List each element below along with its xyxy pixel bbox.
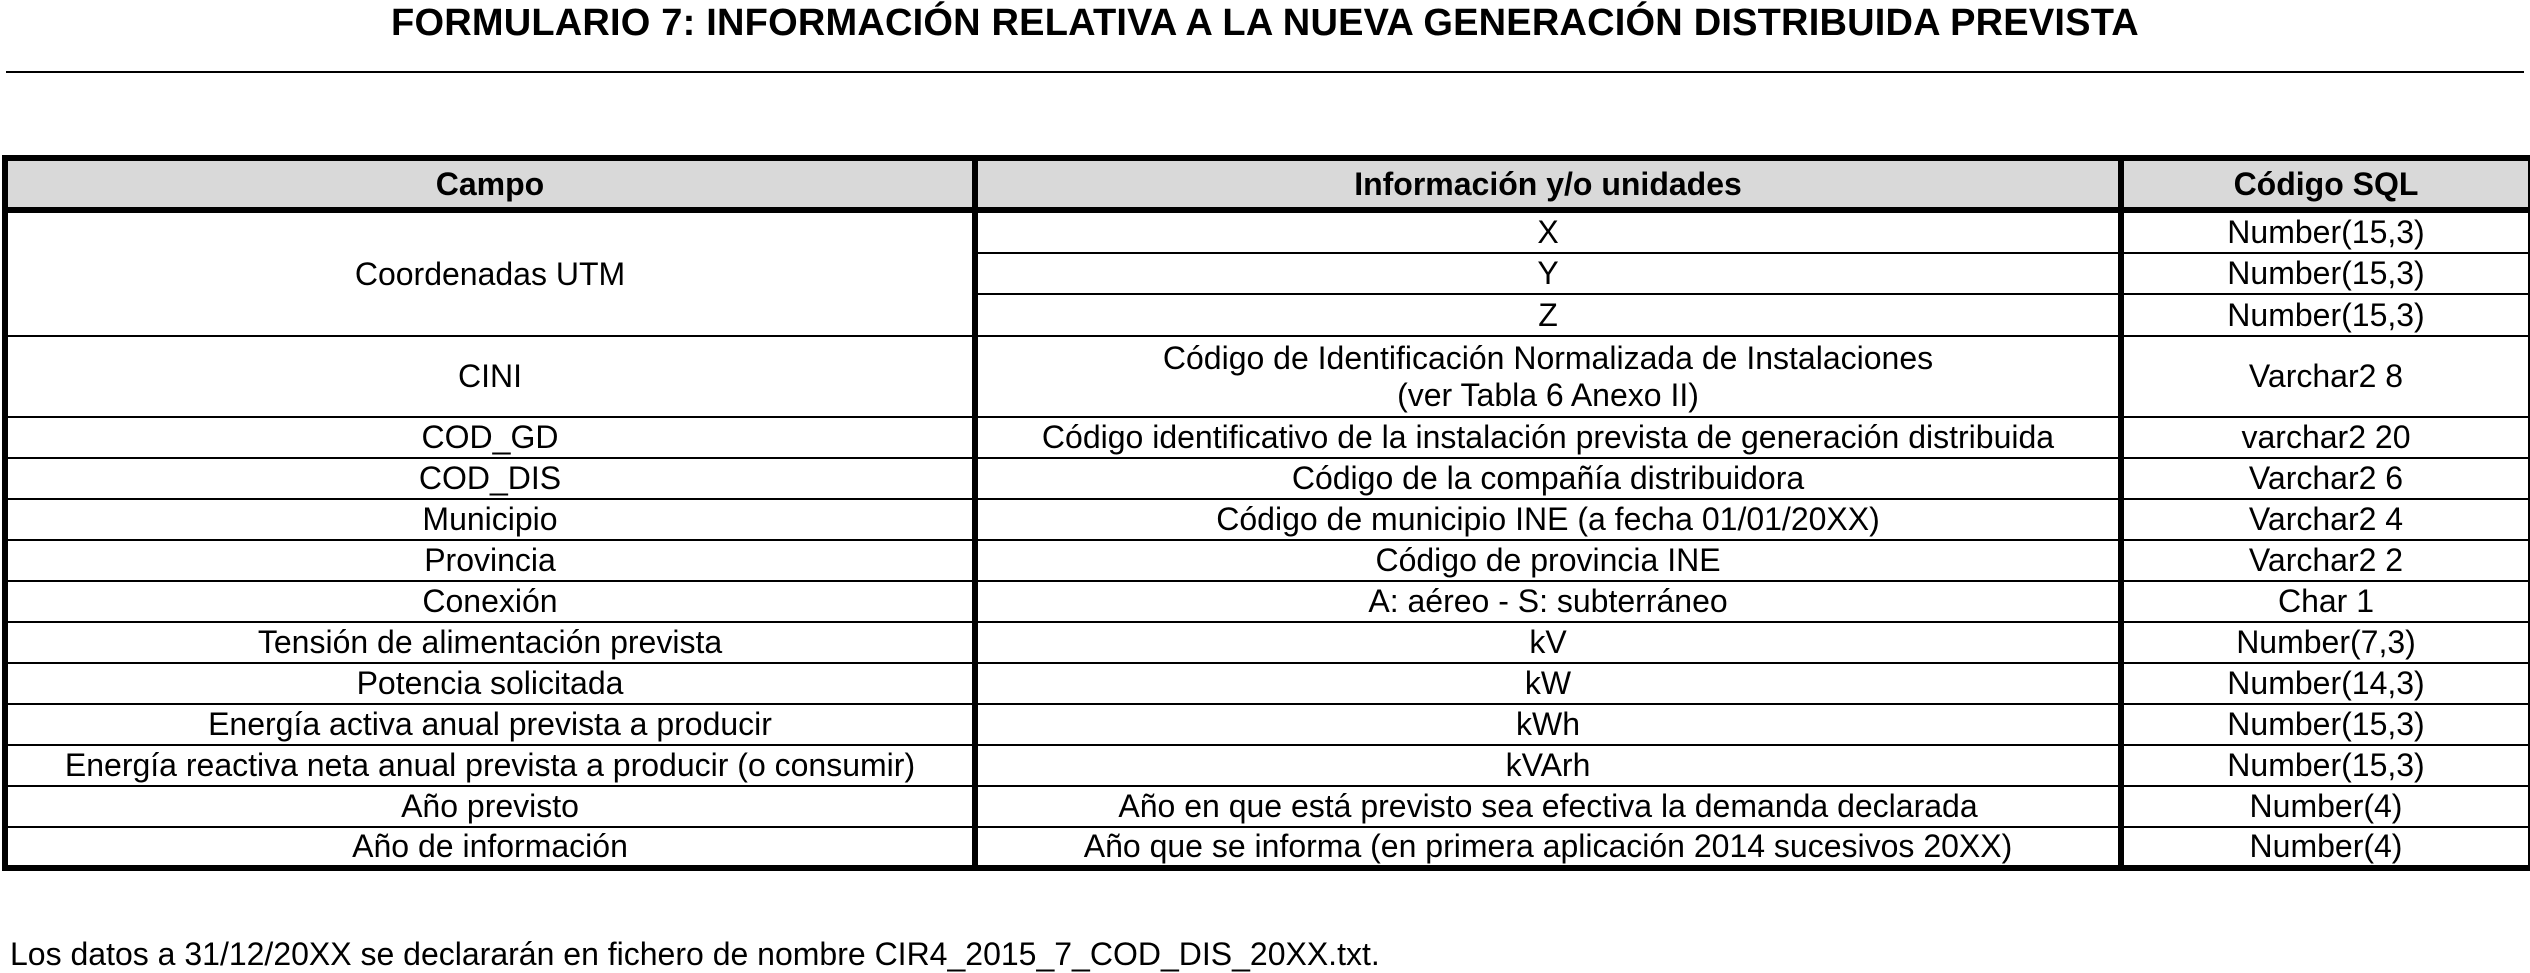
header-codigo-sql: Código SQL (2121, 158, 2530, 210)
cell-campo: Potencia solicitada (5, 663, 975, 704)
cell-info: Código de municipio INE (a fecha 01/01/20XX) (975, 499, 2121, 540)
cell-sql: varchar2 20 (2121, 417, 2530, 458)
form-table (2, 155, 2530, 871)
cell-sql: Varchar2 8 (2121, 336, 2530, 417)
cell-info: Código identificativo de la instalación prevista de generación distribuida (975, 417, 2121, 458)
cell-sql: Varchar2 4 (2121, 499, 2530, 540)
table-row (5, 581, 2530, 622)
cell-campo: CINI (5, 336, 975, 417)
cell-info: kVArh (975, 745, 2121, 786)
cell-info: kWh (975, 704, 2121, 745)
cell-campo: Año de información (5, 827, 975, 868)
cell-sql: Number(15,3) (2121, 253, 2530, 294)
cell-info: A: aéreo - S: subterráneo (975, 581, 2121, 622)
cell-sql: Number(15,3) (2121, 745, 2530, 786)
table-row (5, 458, 2530, 499)
table-row (5, 210, 2530, 253)
title-divider (6, 71, 2524, 73)
cell-info: Código de provincia INE (975, 540, 2121, 581)
table-header-row (5, 158, 2530, 210)
cell-sql: Varchar2 2 (2121, 540, 2530, 581)
table-row (5, 663, 2530, 704)
cell-sql: Number(14,3) (2121, 663, 2530, 704)
cell-campo: COD_DIS (5, 458, 975, 499)
footnote: Los datos a 31/12/20XX se declararán en fichero de nombre CIR4_2015_7_COD_DIS_20XX.txt. (10, 936, 1380, 972)
cell-info-line: Código de Identificación Normalizada de Instalaciones (1162, 339, 1934, 376)
cell-info: Año que se informa (en primera aplicación 2014 sucesivos 20XX) (975, 827, 2121, 868)
cell-campo: Energía reactiva neta anual prevista a producir (o consumir) (5, 745, 975, 786)
cell-sql: Number(7,3) (2121, 622, 2530, 663)
cell-sql: Number(15,3) (2121, 294, 2530, 336)
cell-campo: Provincia (5, 540, 975, 581)
cell-campo: Energía activa anual prevista a producir (5, 704, 975, 745)
cell-info: Año en que está previsto sea efectiva la demanda declarada (975, 786, 2121, 827)
header-informacion: Información y/o unidades (975, 158, 2121, 210)
cell-campo: Tensión de alimentación prevista (5, 622, 975, 663)
table-row (5, 704, 2530, 745)
table-row (5, 827, 2530, 868)
cell-info (975, 336, 2121, 417)
cell-campo: COD_GD (5, 417, 975, 458)
cell-info: X (975, 210, 2121, 253)
cell-campo: Conexión (5, 581, 975, 622)
cell-sql: Number(15,3) (2121, 704, 2530, 745)
cell-sql: Number(15,3) (2121, 210, 2530, 253)
table-row (5, 417, 2530, 458)
header-campo: Campo (5, 158, 975, 210)
cell-campo: Coordenadas UTM (5, 210, 975, 336)
table-row (5, 745, 2530, 786)
table-row (5, 336, 2530, 417)
cell-sql: Varchar2 6 (2121, 458, 2530, 499)
cell-info: Y (975, 253, 2121, 294)
cell-info-line: (ver Tabla 6 Anexo II) (1397, 376, 1699, 413)
cell-sql: Char 1 (2121, 581, 2530, 622)
table-row (5, 499, 2530, 540)
cell-campo: Municipio (5, 499, 975, 540)
cell-sql: Number(4) (2121, 786, 2530, 827)
cell-info: Código de la compañía distribuidora (975, 458, 2121, 499)
cell-info: kV (975, 622, 2121, 663)
cell-info: kW (975, 663, 2121, 704)
table-row (5, 622, 2530, 663)
cell-sql: Number(4) (2121, 827, 2530, 868)
cell-info: Z (975, 294, 2121, 336)
cell-campo: Año previsto (5, 786, 975, 827)
table-row (5, 786, 2530, 827)
table-row (5, 540, 2530, 581)
page-title: FORMULARIO 7: INFORMACIÓN RELATIVA A LA NUEVA GENERACIÓN DISTRIBUIDA PREVISTA (391, 2, 2139, 44)
